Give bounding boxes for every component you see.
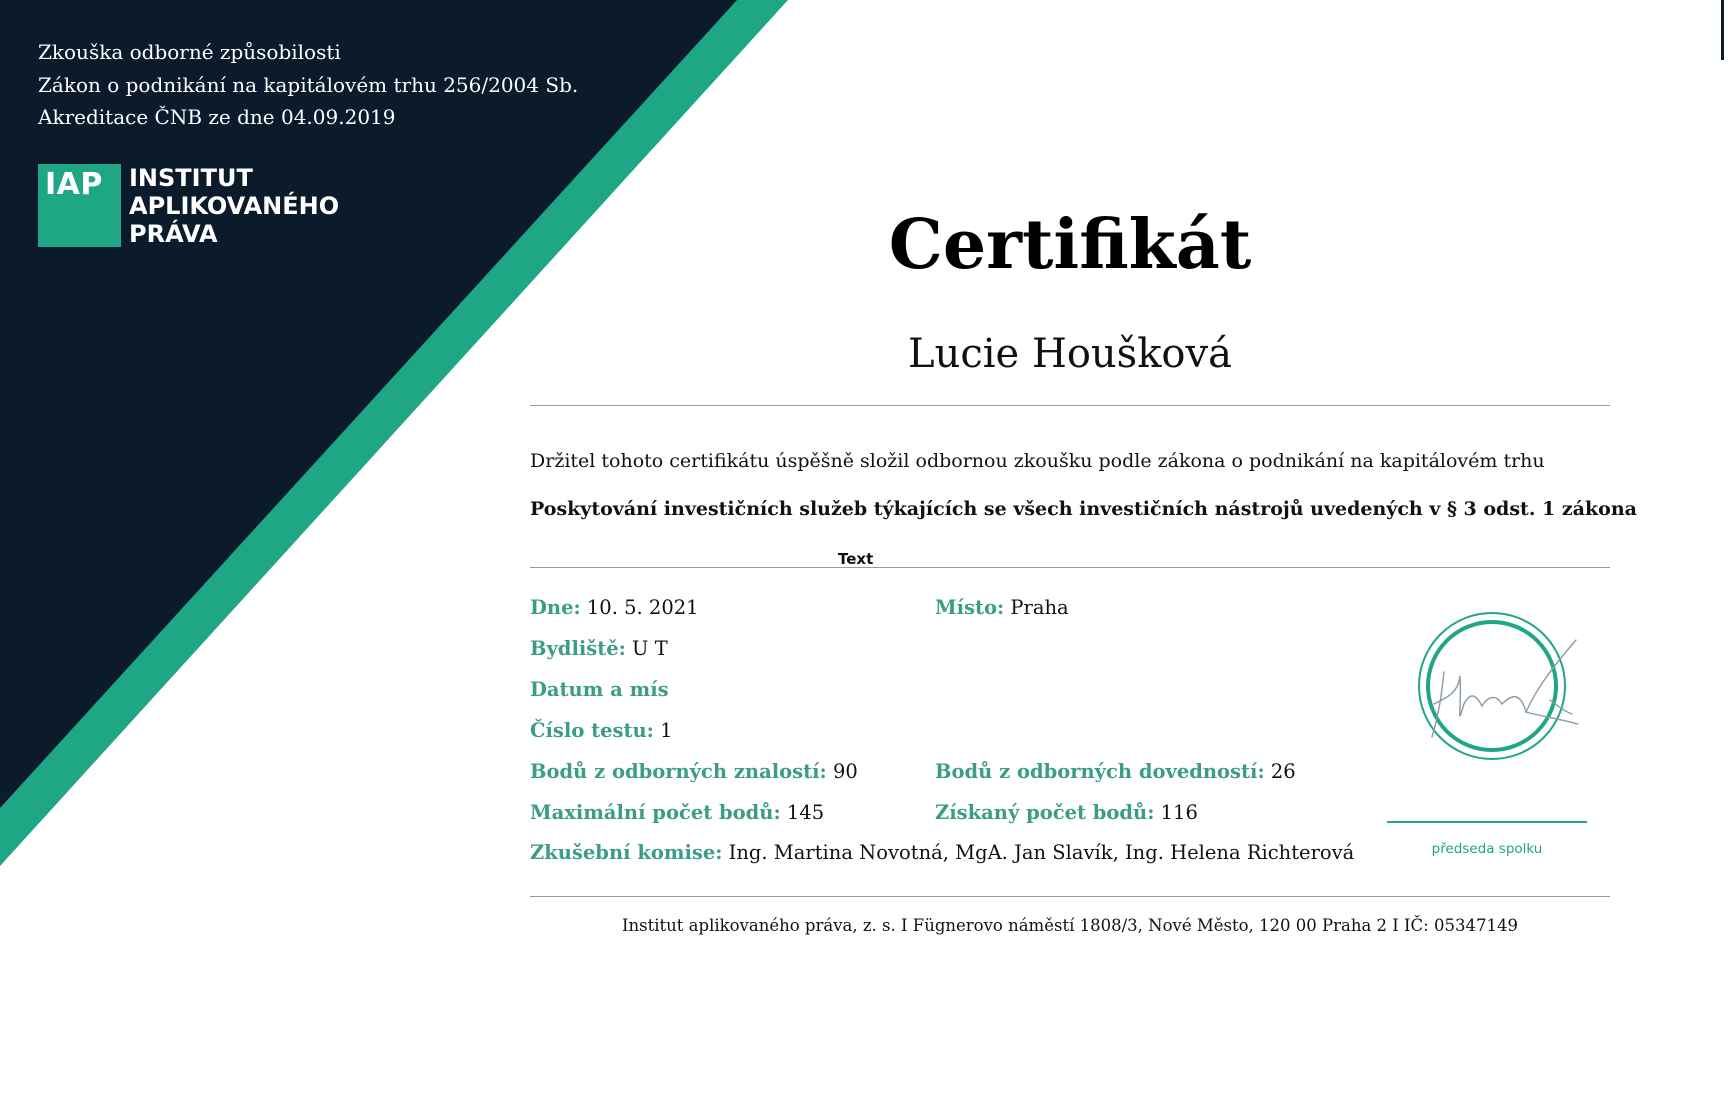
field-birth-label: Datum a mís xyxy=(530,678,669,701)
field-obtained-points xyxy=(935,800,1198,826)
field-residence-label: Bydliště: xyxy=(530,637,626,660)
field-committee-label: Zkušební komise: xyxy=(530,841,723,864)
logo-mark: IAP xyxy=(45,167,103,202)
field-place-value: Praha xyxy=(1004,596,1069,619)
accreditation-header xyxy=(38,36,578,134)
footer-address: Institut aplikovaného práva, z. s. I Fügnerovo náměstí 1808/3, Nové Město, 120 00 Praha 2 I IČ: 05347149 xyxy=(622,916,1518,935)
logo-wordmark xyxy=(129,164,339,248)
field-max-points-value: 145 xyxy=(780,801,825,824)
field-knowledge-points-label: Bodů z odborných znalostí: xyxy=(530,760,827,783)
field-committee xyxy=(530,840,1354,866)
field-obtained-points-label: Získaný počet bodů: xyxy=(935,801,1155,824)
header-line-accreditation: Akreditace ČNB ze dne 04.09.2019 xyxy=(38,105,396,129)
field-test-number-label: Číslo testu: xyxy=(530,719,654,742)
logo-word-3: PRÁVA xyxy=(129,220,218,248)
field-max-points-label: Maximální počet bodů: xyxy=(530,801,781,824)
divider-top xyxy=(530,405,1610,406)
field-knowledge-points xyxy=(530,759,858,785)
field-place-label: Místo: xyxy=(935,596,1005,619)
field-date-value: 10. 5. 2021 xyxy=(580,596,699,619)
field-residence-value: U T xyxy=(625,637,668,660)
logo-box xyxy=(38,164,121,247)
stamp-outer-ring xyxy=(1419,613,1565,759)
field-skills-points-value: 26 xyxy=(1264,760,1296,783)
field-birth xyxy=(530,677,669,703)
signature-caption: předseda spolku xyxy=(1431,841,1543,857)
field-committee-value: Ing. Martina Novotná, MgA. Jan Slavík, Ing. Helena Richterová xyxy=(722,841,1355,864)
stamp-signature xyxy=(1410,600,1590,770)
signature-line xyxy=(1387,821,1587,823)
logo-word-2: APLIKOVANÉHO xyxy=(129,192,340,220)
header-line-exam: Zkouška odborné způsobilosti xyxy=(38,40,341,64)
field-date-label: Dne: xyxy=(530,596,581,619)
stamp-inner-ring xyxy=(1428,622,1556,750)
field-skills-points-label: Bodů z odborných dovedností: xyxy=(935,760,1265,783)
field-obtained-points-value: 116 xyxy=(1154,801,1198,824)
field-date xyxy=(530,595,699,621)
field-place xyxy=(935,595,1069,621)
holder-name: Lucie Houšková xyxy=(908,331,1232,377)
placeholder-text: Text xyxy=(838,550,874,568)
field-skills-points xyxy=(935,759,1296,785)
field-test-number-value: 1 xyxy=(653,719,673,742)
header-line-law: Zákon o podnikání na kapitálovém trhu 256/2004 Sb. xyxy=(38,72,579,97)
divider-bottom xyxy=(530,896,1610,897)
divider-middle xyxy=(530,567,1610,568)
edge-line xyxy=(1721,0,1724,60)
field-knowledge-points-value: 90 xyxy=(826,760,858,783)
field-max-points xyxy=(530,800,824,826)
logo-word-1: INSTITUT xyxy=(129,164,253,192)
certificate-scope: Poskytování investičních služeb týkajících se všech investičních nástrojů uvedených v § 3 odst. 1 zákona xyxy=(530,498,1637,520)
field-test-number xyxy=(530,718,673,744)
field-residence xyxy=(530,636,668,662)
certificate-title: Certifikát xyxy=(888,205,1252,285)
certificate-statement: Držitel tohoto certifikátu úspěšně složil odbornou zkoušku podle zákona o podnikání na kapitálovém trhu xyxy=(530,450,1545,472)
